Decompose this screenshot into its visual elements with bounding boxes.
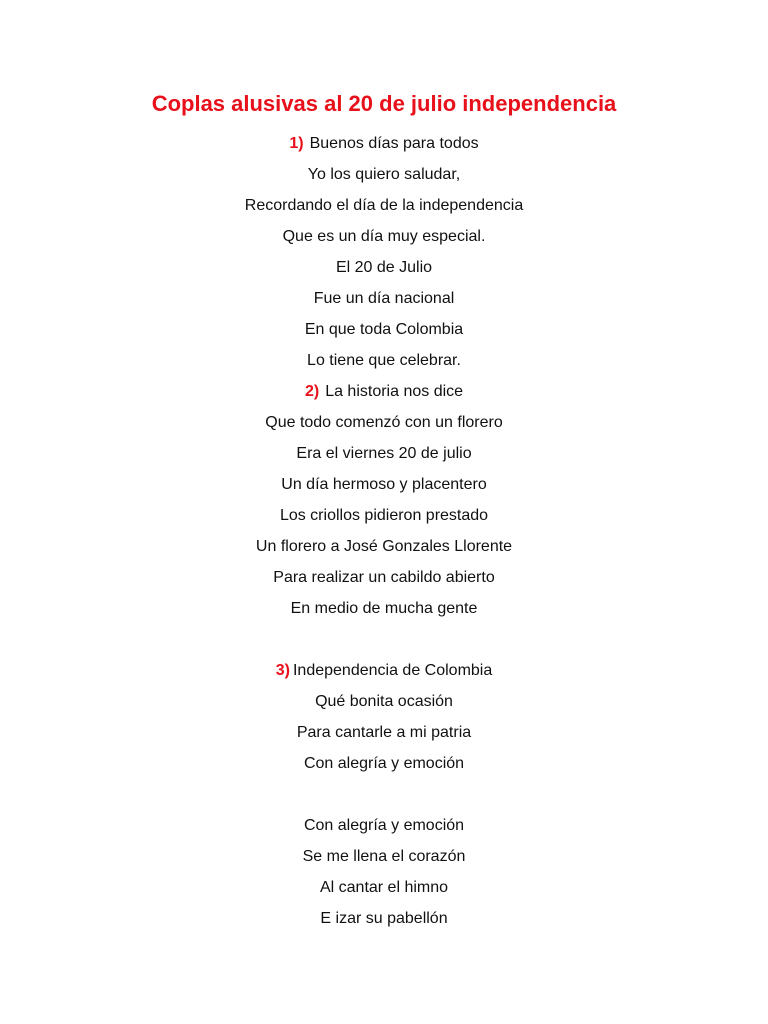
- verse-line: Para realizar un cabildo abierto: [273, 569, 495, 586]
- verse-line: 3) Independencia de Colombia: [275, 662, 493, 679]
- document-title: Coplas alusivas al 20 de julio independencia: [151, 91, 617, 116]
- verse-line: Se me llena el corazón: [302, 848, 466, 865]
- verse-line: Que todo comenzó con un florero: [265, 414, 503, 431]
- verse-line: Lo tiene que celebrar.: [307, 352, 461, 369]
- verse-line: Yo los quiero saludar,: [307, 166, 461, 183]
- verse-line: Era el viernes 20 de julio: [296, 445, 472, 462]
- verse-line: E izar su pabellón: [320, 910, 448, 927]
- verse-line: 1) Buenos días para todos: [289, 135, 479, 152]
- verse-line: En medio de mucha gente: [290, 600, 478, 617]
- verse-line: Para cantarle a mi patria: [296, 724, 472, 741]
- verse-line: Qué bonita ocasión: [315, 693, 453, 710]
- verse-line: En que toda Colombia: [304, 321, 464, 338]
- stanza-number: 2): [304, 383, 320, 400]
- verse-line: Con alegría y emoción: [303, 755, 465, 772]
- verse-line: Fue un día nacional: [313, 290, 455, 307]
- poem-body: [0, 128, 768, 934]
- blank-line: [0, 624, 768, 655]
- verse-line: 2) La historia nos dice: [304, 383, 464, 400]
- verse-line: Al cantar el himno: [319, 879, 449, 896]
- stanza-number: 1): [289, 135, 304, 152]
- verse-line: Recordando el día de la independencia: [244, 197, 524, 214]
- verse-line: Con alegría y emoción: [303, 817, 465, 834]
- verse-line: Que es un día muy especial.: [282, 228, 486, 245]
- stanza-number: 3): [275, 662, 290, 679]
- blank-line: [0, 779, 768, 810]
- verse-line: El 20 de Julio: [335, 259, 433, 276]
- verse-line: Un florero a José Gonzales Llorente: [255, 538, 513, 555]
- verse-line: Un día hermoso y placentero: [281, 476, 487, 493]
- verse-line: Los criollos pidieron prestado: [279, 507, 489, 524]
